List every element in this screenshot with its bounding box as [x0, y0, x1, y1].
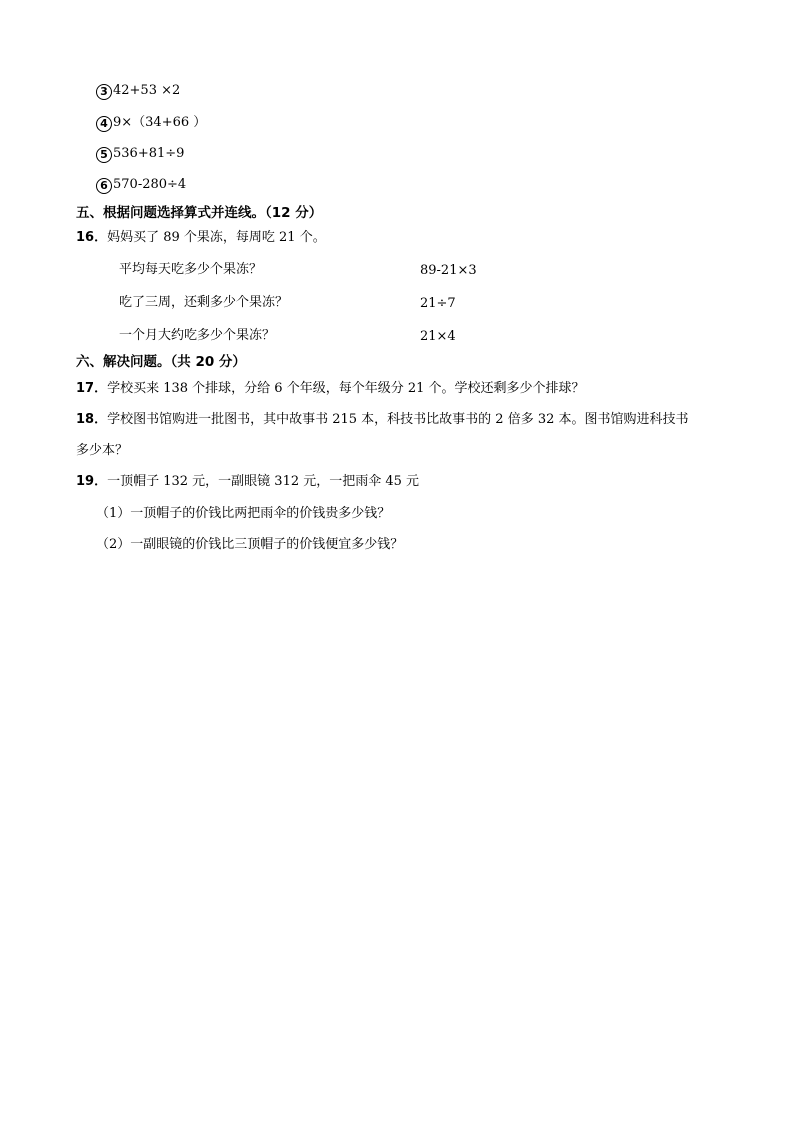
expression: 570-280÷4: [113, 177, 187, 192]
match-question-2: 吃了三周，还剩多少个果冻？: [119, 295, 289, 310]
match-formula-1: 89-21×3: [420, 263, 477, 278]
question-16: [76, 230, 326, 246]
question-18-continued: 多少本？: [76, 443, 129, 458]
match-formula-3: 21×4: [420, 329, 456, 344]
item-6: [96, 177, 186, 194]
circled-number: 4: [96, 116, 112, 132]
question-number: 19．: [76, 474, 108, 489]
circled-number: 5: [96, 147, 112, 163]
question-number: 16．: [76, 230, 108, 245]
item-3: [96, 83, 180, 100]
question-19: [76, 474, 419, 490]
question-17: [76, 381, 585, 397]
question-18: [76, 412, 689, 428]
match-question-3: 一个月大约吃多少个果冻？: [119, 328, 276, 343]
question-text: 妈妈买了 89 个果冻，每周吃 21 个。: [107, 230, 326, 245]
question-text: 学校图书馆购进一批图书，其中故事书 215 本，科技书比故事书的 2 倍多 32 本。图书馆购进科技书: [107, 412, 689, 427]
item-5: [96, 146, 184, 163]
match-formula-2: 21÷7: [420, 296, 456, 311]
expression: 536+81÷9: [113, 146, 185, 161]
match-question-1: 平均每天吃多少个果冻？: [119, 262, 263, 277]
question-19-part-1: （1）一顶帽子的价钱比两把雨伞的价钱贵多少钱？: [96, 506, 391, 521]
question-19-part-2: （2）一副眼镜的价钱比三顶帽子的价钱便宜多少钱？: [96, 537, 404, 552]
expression: 42+53 ×2: [113, 83, 181, 98]
circled-number: 3: [96, 84, 112, 100]
section-6-title: 六、解决问题。（共 20 分）: [76, 354, 246, 370]
item-4: [96, 115, 206, 132]
expression: 9×（34+66 ）: [113, 115, 207, 130]
question-text: 学校买来 138 个排球，分给 6 个年级，每个年级分 21 个。学校还剩多少个排球？: [107, 381, 585, 396]
section-5-title: 五、根据问题选择算式并连线。（12 分）: [76, 205, 323, 221]
question-number: 17．: [76, 381, 108, 396]
question-text: 一顶帽子 132 元，一副眼镜 312 元，一把雨伞 45 元: [107, 474, 420, 489]
question-number: 18．: [76, 412, 108, 427]
circled-number: 6: [96, 178, 112, 194]
